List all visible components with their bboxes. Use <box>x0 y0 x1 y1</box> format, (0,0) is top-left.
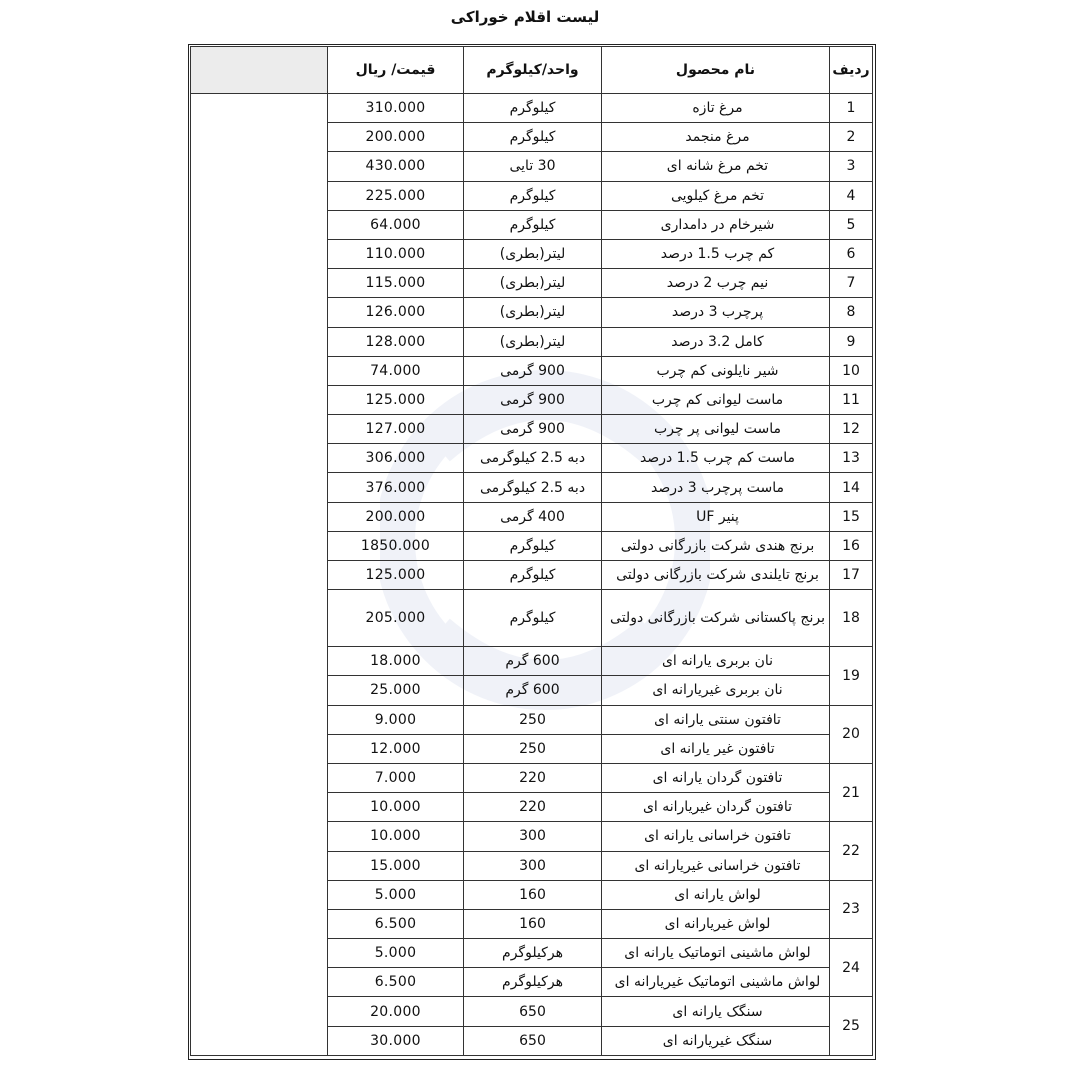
header-blank-cell <box>191 47 328 94</box>
row-number: 8 <box>830 298 873 327</box>
product-price: 30.000 <box>328 1026 464 1055</box>
product-name: نان بربری غیریارانه ای <box>602 676 830 705</box>
product-unit: لیتر(بطری) <box>464 327 602 356</box>
product-unit: کیلوگرم <box>464 123 602 152</box>
row-number: 14 <box>830 473 873 502</box>
document-title: لیست اقلام خوراکی <box>450 8 600 26</box>
row-number: 22 <box>830 822 873 880</box>
row-number: 4 <box>830 181 873 210</box>
product-unit: 900 گرمی <box>464 356 602 385</box>
product-unit: دبه 2.5 کیلوگرمی <box>464 444 602 473</box>
product-price: 127.000 <box>328 415 464 444</box>
product-name: تافتون غیر یارانه ای <box>602 734 830 763</box>
product-name: کامل 3.2 درصد <box>602 327 830 356</box>
product-name: تافتون خراسانی یارانه ای <box>602 822 830 851</box>
product-price: 64.000 <box>328 210 464 239</box>
product-price: 205.000 <box>328 590 464 647</box>
product-name: ماست پرچرب 3 درصد <box>602 473 830 502</box>
product-price: 18.000 <box>328 647 464 676</box>
product-name: تافتون خراسانی غیریارانه ای <box>602 851 830 880</box>
product-unit: کیلوگرم <box>464 94 602 123</box>
product-price: 25.000 <box>328 676 464 705</box>
product-price: 12.000 <box>328 734 464 763</box>
product-name: تافتون گردان یارانه ای <box>602 763 830 792</box>
product-name: تافتون سنتی یارانه ای <box>602 705 830 734</box>
product-unit: هرکیلوگرم <box>464 939 602 968</box>
product-unit: هرکیلوگرم <box>464 968 602 997</box>
product-unit: کیلوگرم <box>464 181 602 210</box>
product-unit: 160 <box>464 880 602 909</box>
product-unit: 400 گرمی <box>464 502 602 531</box>
product-name: تافتون گردان غیریارانه ای <box>602 793 830 822</box>
product-price: 115.000 <box>328 269 464 298</box>
product-price: 6.500 <box>328 968 464 997</box>
product-unit: لیتر(بطری) <box>464 298 602 327</box>
product-name: لواش یارانه ای <box>602 880 830 909</box>
product-name: پنیر UF <box>602 502 830 531</box>
price-table <box>190 46 873 1056</box>
product-unit: کیلوگرم <box>464 210 602 239</box>
product-name: شیرخام در دامداری <box>602 210 830 239</box>
row-number: 5 <box>830 210 873 239</box>
header-price: قیمت/ ریال <box>328 47 464 94</box>
product-unit: 250 <box>464 734 602 763</box>
product-name: مرغ تازه <box>602 94 830 123</box>
product-name: ماست لیوانی کم چرب <box>602 385 830 414</box>
product-unit: 300 <box>464 851 602 880</box>
row-number: 3 <box>830 152 873 181</box>
row-number: 15 <box>830 502 873 531</box>
product-name: سنگک غیریارانه ای <box>602 1026 830 1055</box>
product-name: مرغ منجمد <box>602 123 830 152</box>
product-unit: 650 <box>464 997 602 1026</box>
product-price: 5.000 <box>328 880 464 909</box>
product-unit: 900 گرمی <box>464 385 602 414</box>
product-unit: 600 گرم <box>464 676 602 705</box>
product-price: 200.000 <box>328 502 464 531</box>
row-number: 19 <box>830 647 873 705</box>
row-number: 16 <box>830 531 873 560</box>
product-name: ماست لیوانی پر چرب <box>602 415 830 444</box>
header-product-name: نام محصول <box>602 47 830 94</box>
product-price: 1850.000 <box>328 531 464 560</box>
product-name: پرچرب 3 درصد <box>602 298 830 327</box>
row-number: 6 <box>830 239 873 268</box>
product-unit: 220 <box>464 763 602 792</box>
product-unit: کیلوگرم <box>464 590 602 647</box>
product-price: 125.000 <box>328 385 464 414</box>
row-number: 10 <box>830 356 873 385</box>
row-number: 11 <box>830 385 873 414</box>
product-price: 5.000 <box>328 939 464 968</box>
product-unit: لیتر(بطری) <box>464 239 602 268</box>
product-name: ماست کم چرب 1.5 درصد <box>602 444 830 473</box>
product-name: برنج پاکستانی شرکت بازرگانی دولتی <box>602 590 830 647</box>
row-number: 20 <box>830 705 873 763</box>
row-number: 1 <box>830 94 873 123</box>
product-price: 225.000 <box>328 181 464 210</box>
product-name: لواش ماشینی اتوماتیک یارانه ای <box>602 939 830 968</box>
product-unit: دبه 2.5 کیلوگرمی <box>464 473 602 502</box>
row-number: 7 <box>830 269 873 298</box>
row-number: 21 <box>830 763 873 821</box>
product-price: 110.000 <box>328 239 464 268</box>
product-unit: لیتر(بطری) <box>464 269 602 298</box>
product-name: لواش ماشینی اتوماتیک غیریارانه ای <box>602 968 830 997</box>
product-name: برنج تایلندی شرکت بازرگانی دولتی <box>602 561 830 590</box>
product-price: 10.000 <box>328 822 464 851</box>
product-price: 74.000 <box>328 356 464 385</box>
product-unit: 650 <box>464 1026 602 1055</box>
product-price: 200.000 <box>328 123 464 152</box>
product-price: 6.500 <box>328 909 464 938</box>
product-unit: 220 <box>464 793 602 822</box>
product-price: 125.000 <box>328 561 464 590</box>
product-unit: کیلوگرم <box>464 531 602 560</box>
product-unit: 30 تایی <box>464 152 602 181</box>
header-unit: واحد/کیلوگرم <box>464 47 602 94</box>
product-name: نان بربری یارانه ای <box>602 647 830 676</box>
product-price: 310.000 <box>328 94 464 123</box>
product-unit: 160 <box>464 909 602 938</box>
product-price: 7.000 <box>328 763 464 792</box>
product-name: نیم چرب 2 درصد <box>602 269 830 298</box>
product-name: لواش غیریارانه ای <box>602 909 830 938</box>
product-name: کم چرب 1.5 درصد <box>602 239 830 268</box>
product-unit: 250 <box>464 705 602 734</box>
product-price: 126.000 <box>328 298 464 327</box>
row-number: 24 <box>830 939 873 997</box>
product-unit: کیلوگرم <box>464 561 602 590</box>
product-unit: 300 <box>464 822 602 851</box>
product-name: تخم مرغ شانه ای <box>602 152 830 181</box>
row-number: 9 <box>830 327 873 356</box>
row-number: 13 <box>830 444 873 473</box>
product-name: سنگک یارانه ای <box>602 997 830 1026</box>
row-number: 12 <box>830 415 873 444</box>
product-price: 15.000 <box>328 851 464 880</box>
product-name: برنج هندی شرکت بازرگانی دولتی <box>602 531 830 560</box>
product-price: 20.000 <box>328 997 464 1026</box>
header-row-number: ردیف <box>830 47 873 94</box>
product-price: 128.000 <box>328 327 464 356</box>
product-price: 430.000 <box>328 152 464 181</box>
table-header-row <box>191 47 873 94</box>
product-unit: 900 گرمی <box>464 415 602 444</box>
product-name: شیر نایلونی کم چرب <box>602 356 830 385</box>
row-number: 17 <box>830 561 873 590</box>
product-name: تخم مرغ کیلویی <box>602 181 830 210</box>
product-price: 306.000 <box>328 444 464 473</box>
row-number: 18 <box>830 590 873 647</box>
product-price: 10.000 <box>328 793 464 822</box>
row-number: 25 <box>830 997 873 1055</box>
product-unit: 600 گرم <box>464 647 602 676</box>
row-number: 23 <box>830 880 873 938</box>
blank-side-column <box>191 94 328 1056</box>
product-price: 9.000 <box>328 705 464 734</box>
row-number: 2 <box>830 123 873 152</box>
product-price: 376.000 <box>328 473 464 502</box>
table-row <box>191 94 873 123</box>
